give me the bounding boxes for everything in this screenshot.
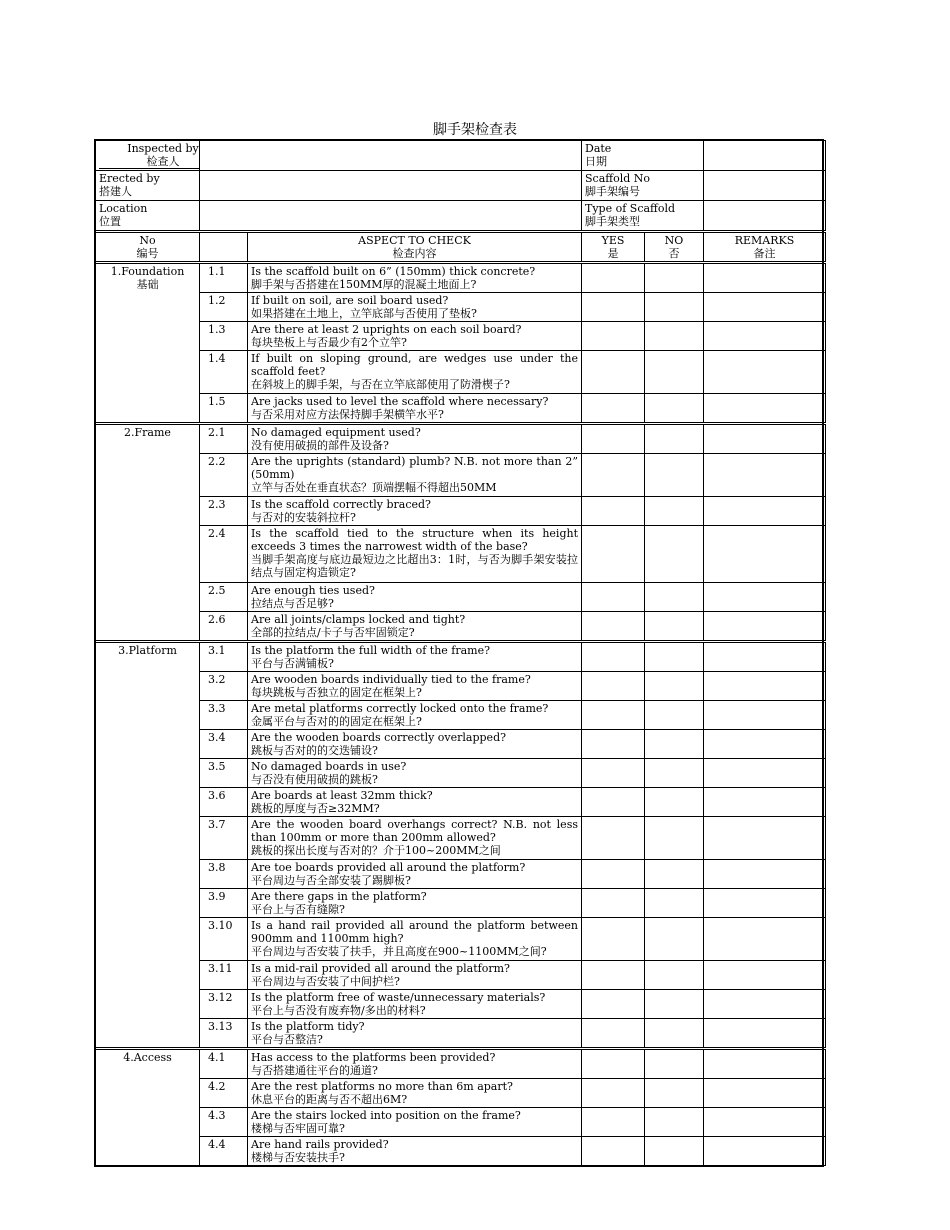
location-field[interactable] bbox=[200, 201, 582, 232]
remarks-cell[interactable] bbox=[704, 701, 826, 730]
inspection-form bbox=[95, 140, 825, 1166]
no-cell[interactable] bbox=[645, 424, 704, 454]
item-question bbox=[248, 918, 582, 961]
remarks-cell[interactable] bbox=[704, 759, 826, 788]
item-question bbox=[248, 990, 582, 1019]
no-cell[interactable] bbox=[645, 394, 704, 424]
item-number: 3.10 bbox=[200, 918, 248, 961]
yes-cell[interactable] bbox=[582, 817, 645, 860]
yes-cell[interactable] bbox=[582, 612, 645, 642]
item-number: 3.8 bbox=[200, 860, 248, 889]
scaffold-no-label: Scaffold No 脚手架编号 bbox=[582, 171, 704, 201]
checklist-row bbox=[96, 424, 826, 454]
item-question bbox=[248, 322, 582, 351]
yes-cell[interactable] bbox=[582, 1137, 645, 1166]
item-question bbox=[248, 424, 582, 454]
date-label: Date 日期 bbox=[582, 141, 704, 171]
section-name-zh: 基础 bbox=[136, 278, 159, 291]
checklist-row bbox=[96, 642, 826, 672]
remarks-cell[interactable] bbox=[704, 351, 826, 394]
remarks-cell[interactable] bbox=[704, 454, 826, 497]
checklist-row bbox=[96, 351, 826, 394]
question-zh: 在斜坡上的脚手架，与否在立竿底部使用了防滑楔子? bbox=[251, 378, 510, 391]
remarks-cell[interactable] bbox=[704, 918, 826, 961]
yes-cell[interactable] bbox=[582, 1019, 645, 1049]
no-cell[interactable] bbox=[645, 322, 704, 351]
yes-cell[interactable] bbox=[582, 730, 645, 759]
no-cell[interactable] bbox=[645, 526, 704, 583]
question-zh: 拉结点与否足够? bbox=[251, 597, 334, 610]
no-cell[interactable] bbox=[645, 1108, 704, 1137]
remarks-cell[interactable] bbox=[704, 394, 826, 424]
item-number: 2.2 bbox=[200, 454, 248, 497]
no-cell[interactable] bbox=[645, 1137, 704, 1166]
checklist-row bbox=[96, 1108, 826, 1137]
checklist-row bbox=[96, 1049, 826, 1079]
location-label: Location 位置 bbox=[96, 201, 200, 232]
no-cell[interactable] bbox=[645, 1049, 704, 1079]
question-en: No damaged boards in use? bbox=[251, 760, 407, 773]
type-of-scaffold-field[interactable] bbox=[704, 201, 826, 232]
item-question bbox=[248, 889, 582, 918]
item-question bbox=[248, 730, 582, 759]
item-number: 4.4 bbox=[200, 1137, 248, 1166]
col-no-answer: NO 否 bbox=[645, 232, 704, 263]
item-number: 2.5 bbox=[200, 583, 248, 612]
checklist-row bbox=[96, 263, 826, 293]
question-zh: 平台周边与否安装了中间护栏? bbox=[251, 975, 400, 988]
question-en: Are there at least 2 uprights on each soil board? bbox=[251, 323, 522, 336]
yes-cell[interactable] bbox=[582, 263, 645, 293]
checklist-row bbox=[96, 1019, 826, 1049]
question-en: Are enough ties used? bbox=[251, 584, 375, 597]
question-en: Are toe boards provided all around the platform? bbox=[251, 861, 526, 874]
yes-cell[interactable] bbox=[582, 497, 645, 526]
no-cell[interactable] bbox=[645, 612, 704, 642]
item-question bbox=[248, 642, 582, 672]
question-zh: 脚手架与否搭建在150MM厚的混凝土地面上? bbox=[251, 278, 477, 291]
item-question bbox=[248, 672, 582, 701]
erected-by-label: Erected by 搭建人 bbox=[96, 171, 200, 201]
item-question bbox=[248, 1019, 582, 1049]
remarks-cell[interactable] bbox=[704, 526, 826, 583]
remarks-cell[interactable] bbox=[704, 817, 826, 860]
checklist-row bbox=[96, 672, 826, 701]
no-cell[interactable] bbox=[645, 293, 704, 322]
question-en: Are hand rails provided? bbox=[251, 1138, 389, 1151]
item-question bbox=[248, 961, 582, 990]
item-question bbox=[248, 263, 582, 293]
question-en: Are the rest platforms no more than 6m apart? bbox=[251, 1080, 513, 1093]
no-cell[interactable] bbox=[645, 990, 704, 1019]
item-number: 3.13 bbox=[200, 1019, 248, 1049]
checklist-row bbox=[96, 990, 826, 1019]
item-question bbox=[248, 497, 582, 526]
item-number: 1.2 bbox=[200, 293, 248, 322]
section-label bbox=[96, 1049, 200, 1166]
question-en: Are the wooden board overhangs correct? N.B. not less than 100mm or more than 200mm allowed? bbox=[251, 818, 578, 844]
question-zh: 金属平台与否对的的固定在框架上? bbox=[251, 715, 422, 728]
question-en: Is the platform free of waste/unnecessary materials? bbox=[251, 991, 546, 1004]
header-row-inspected bbox=[96, 141, 826, 171]
yes-cell[interactable] bbox=[582, 1079, 645, 1108]
question-zh: 平台周边与否安装了扶手，并且高度在900~1100MM之间? bbox=[251, 945, 547, 958]
item-question bbox=[248, 701, 582, 730]
checklist-table bbox=[95, 140, 826, 1166]
question-zh: 与否没有使用破损的跳板? bbox=[251, 773, 378, 786]
item-question bbox=[248, 860, 582, 889]
question-zh: 楼梯与否牢固可靠? bbox=[251, 1122, 345, 1135]
question-en: Are boards at least 32mm thick? bbox=[251, 789, 433, 802]
yes-cell[interactable] bbox=[582, 961, 645, 990]
question-zh: 没有使用破损的部件及设备? bbox=[251, 439, 389, 452]
remarks-cell[interactable] bbox=[704, 1079, 826, 1108]
section-name: 4.Access bbox=[123, 1051, 172, 1064]
no-cell[interactable] bbox=[645, 351, 704, 394]
remarks-cell[interactable] bbox=[704, 1108, 826, 1137]
item-question bbox=[248, 351, 582, 394]
question-zh: 楼梯与否安装扶手? bbox=[251, 1151, 345, 1164]
checklist-row bbox=[96, 918, 826, 961]
remarks-cell[interactable] bbox=[704, 1019, 826, 1049]
yes-cell[interactable] bbox=[582, 454, 645, 497]
col-no: No 编号 bbox=[96, 232, 200, 263]
item-number: 3.9 bbox=[200, 889, 248, 918]
question-zh: 平台与否整洁? bbox=[251, 1033, 323, 1046]
form-title: 脚手架检查表 bbox=[433, 122, 517, 138]
item-number: 3.4 bbox=[200, 730, 248, 759]
item-question bbox=[248, 759, 582, 788]
yes-cell[interactable] bbox=[582, 788, 645, 817]
checklist-row bbox=[96, 497, 826, 526]
item-number: 3.2 bbox=[200, 672, 248, 701]
item-number: 3.3 bbox=[200, 701, 248, 730]
remarks-cell[interactable] bbox=[704, 730, 826, 759]
question-zh: 立竿与否处在垂直状态？顶端摆幅不得超出50MM bbox=[251, 481, 497, 494]
item-question bbox=[248, 1049, 582, 1079]
erected-by-field[interactable] bbox=[200, 171, 582, 201]
checklist-row bbox=[96, 293, 826, 322]
question-zh: 每块垫板上与否最少有2个立竿? bbox=[251, 336, 407, 349]
checklist-row bbox=[96, 394, 826, 424]
item-number: 3.1 bbox=[200, 642, 248, 672]
item-number: 1.3 bbox=[200, 322, 248, 351]
column-header-row bbox=[96, 232, 826, 263]
item-number: 1.5 bbox=[200, 394, 248, 424]
yes-cell[interactable] bbox=[582, 889, 645, 918]
inspected-by-label: Inspected by 检查人 bbox=[96, 141, 200, 171]
remarks-cell[interactable] bbox=[704, 263, 826, 293]
yes-cell[interactable] bbox=[582, 759, 645, 788]
checklist-row bbox=[96, 817, 826, 860]
date-field[interactable] bbox=[704, 141, 826, 171]
yes-cell[interactable] bbox=[582, 1049, 645, 1079]
checklist-row bbox=[96, 1137, 826, 1166]
item-number: 4.3 bbox=[200, 1108, 248, 1137]
item-question bbox=[248, 1137, 582, 1166]
remarks-cell[interactable] bbox=[704, 860, 826, 889]
question-zh: 跳板与否对的的交迭铺设? bbox=[251, 744, 378, 757]
remarks-cell[interactable] bbox=[704, 642, 826, 672]
no-cell[interactable] bbox=[645, 860, 704, 889]
yes-cell[interactable] bbox=[582, 322, 645, 351]
remarks-cell[interactable] bbox=[704, 1137, 826, 1166]
item-number: 3.7 bbox=[200, 817, 248, 860]
scaffold-no-field[interactable] bbox=[704, 171, 826, 201]
checklist-row bbox=[96, 454, 826, 497]
section-label bbox=[96, 424, 200, 642]
yes-cell[interactable] bbox=[582, 1108, 645, 1137]
remarks-cell[interactable] bbox=[704, 424, 826, 454]
question-en: Is the scaffold built on 6” (150mm) thick concrete? bbox=[251, 265, 536, 278]
item-question bbox=[248, 612, 582, 642]
no-cell[interactable] bbox=[645, 583, 704, 612]
yes-cell[interactable] bbox=[582, 526, 645, 583]
question-en: Is the scaffold correctly braced? bbox=[251, 498, 431, 511]
question-en: Are there gaps in the platform? bbox=[251, 890, 427, 903]
col-aspect: ASPECT TO CHECK 检查内容 bbox=[248, 232, 582, 263]
question-en: Is a hand rail provided all around the platform between 900mm and 1100mm high? bbox=[251, 919, 578, 945]
item-number: 3.6 bbox=[200, 788, 248, 817]
question-zh: 全部的拉结点/卡子与否牢固锁定? bbox=[251, 626, 415, 639]
item-question bbox=[248, 1079, 582, 1108]
question-zh: 每块跳板与否独立的固定在框架上? bbox=[251, 686, 422, 699]
checklist-row bbox=[96, 701, 826, 730]
remarks-cell[interactable] bbox=[704, 497, 826, 526]
question-zh: 如果搭建在土地上，立竿底部与否使用了垫板? bbox=[251, 307, 477, 320]
no-cell[interactable] bbox=[645, 788, 704, 817]
item-number: 2.4 bbox=[200, 526, 248, 583]
item-number: 3.5 bbox=[200, 759, 248, 788]
yes-cell[interactable] bbox=[582, 672, 645, 701]
question-en: Has access to the platforms been provided? bbox=[251, 1051, 496, 1064]
yes-cell[interactable] bbox=[582, 293, 645, 322]
checklist-row bbox=[96, 526, 826, 583]
item-question bbox=[248, 293, 582, 322]
item-question bbox=[248, 788, 582, 817]
question-zh: 当脚手架高度与底边最短边之比超出3：1时，与否为脚手架安装拉结点与固定构造锁定? bbox=[251, 553, 578, 579]
section-label bbox=[96, 642, 200, 1049]
checklist-row bbox=[96, 583, 826, 612]
question-en: Are all joints/clamps locked and tight? bbox=[251, 613, 466, 626]
item-question bbox=[248, 817, 582, 860]
item-number: 2.6 bbox=[200, 612, 248, 642]
remarks-cell[interactable] bbox=[704, 990, 826, 1019]
yes-cell[interactable] bbox=[582, 918, 645, 961]
no-cell[interactable] bbox=[645, 817, 704, 860]
section-name: 2.Frame bbox=[124, 426, 171, 439]
item-number: 3.11 bbox=[200, 961, 248, 990]
question-zh: 休息平台的距离与否不超出6M? bbox=[251, 1093, 408, 1106]
no-cell[interactable] bbox=[645, 642, 704, 672]
question-zh: 与否对的安装斜拉杆? bbox=[251, 511, 356, 524]
yes-cell[interactable] bbox=[582, 351, 645, 394]
no-cell[interactable] bbox=[645, 1019, 704, 1049]
no-cell[interactable] bbox=[645, 759, 704, 788]
item-number: 3.12 bbox=[200, 990, 248, 1019]
question-zh: 与否采用对应方法保持脚手架横竿水平? bbox=[251, 408, 444, 421]
question-zh: 与否搭建通往平台的通道? bbox=[251, 1064, 378, 1077]
item-question bbox=[248, 526, 582, 583]
yes-cell[interactable] bbox=[582, 701, 645, 730]
remarks-cell[interactable] bbox=[704, 788, 826, 817]
question-en: Are metal platforms correctly locked onto the frame? bbox=[251, 702, 549, 715]
question-en: Is the scaffold tied to the structure when its height exceeds 3 times the narrowest width of the base? bbox=[251, 527, 578, 553]
question-en: Are jacks used to level the scaffold where necessary? bbox=[251, 395, 549, 408]
item-number: 1.4 bbox=[200, 351, 248, 394]
yes-cell[interactable] bbox=[582, 990, 645, 1019]
checklist-row bbox=[96, 730, 826, 759]
header-row-erected bbox=[96, 171, 826, 201]
no-cell[interactable] bbox=[645, 701, 704, 730]
question-zh: 跳板的探出长度与否对的？介于100~200MM之间 bbox=[251, 844, 501, 857]
header-row-location bbox=[96, 201, 826, 232]
no-cell[interactable] bbox=[645, 263, 704, 293]
question-en: Is the platform the full width of the frame? bbox=[251, 644, 491, 657]
remarks-cell[interactable] bbox=[704, 889, 826, 918]
no-cell[interactable] bbox=[645, 730, 704, 759]
checklist-row bbox=[96, 1079, 826, 1108]
checklist-row bbox=[96, 759, 826, 788]
item-number: 4.1 bbox=[200, 1049, 248, 1079]
col-remarks: REMARKS 备注 bbox=[704, 232, 826, 263]
checklist-row bbox=[96, 788, 826, 817]
checklist-row bbox=[96, 961, 826, 990]
question-en: Is a mid-rail provided all around the platform? bbox=[251, 962, 510, 975]
question-en: No damaged equipment used? bbox=[251, 426, 421, 439]
no-cell[interactable] bbox=[645, 454, 704, 497]
no-cell[interactable] bbox=[645, 961, 704, 990]
item-question bbox=[248, 583, 582, 612]
no-cell[interactable] bbox=[645, 918, 704, 961]
col-subno bbox=[200, 232, 248, 263]
item-number: 1.1 bbox=[200, 263, 248, 293]
question-zh: 平台与否满铺板? bbox=[251, 657, 334, 670]
question-zh: 平台上与否没有废弃物/多出的材料? bbox=[251, 1004, 426, 1017]
yes-cell[interactable] bbox=[582, 424, 645, 454]
question-en: If built on soil, are soil board used? bbox=[251, 294, 449, 307]
question-en: Are wooden boards individually tied to the frame? bbox=[251, 673, 531, 686]
section-label bbox=[96, 263, 200, 424]
question-zh: 跳板的厚度与否≥32MM? bbox=[251, 802, 380, 815]
no-cell[interactable] bbox=[645, 497, 704, 526]
remarks-cell[interactable] bbox=[704, 322, 826, 351]
section-name: 3.Platform bbox=[118, 644, 177, 657]
remarks-cell[interactable] bbox=[704, 293, 826, 322]
checklist-row bbox=[96, 889, 826, 918]
item-question bbox=[248, 454, 582, 497]
yes-cell[interactable] bbox=[582, 642, 645, 672]
checklist-row bbox=[96, 322, 826, 351]
col-yes: YES 是 bbox=[582, 232, 645, 263]
remarks-cell[interactable] bbox=[704, 583, 826, 612]
checklist-row bbox=[96, 612, 826, 642]
yes-cell[interactable] bbox=[582, 583, 645, 612]
item-question bbox=[248, 1108, 582, 1137]
section-name: 1.Foundation bbox=[110, 265, 185, 278]
remarks-cell[interactable] bbox=[704, 612, 826, 642]
remarks-cell[interactable] bbox=[704, 1049, 826, 1079]
question-en: If built on sloping ground, are wedges use under the scaffold feet? bbox=[251, 352, 578, 378]
question-en: Are the uprights (standard) plumb? N.B. not more than 2” (50mm) bbox=[251, 455, 578, 481]
question-en: Is the platform tidy? bbox=[251, 1020, 365, 1033]
yes-cell[interactable] bbox=[582, 860, 645, 889]
item-question bbox=[248, 394, 582, 424]
yes-cell[interactable] bbox=[582, 394, 645, 424]
inspected-by-field[interactable] bbox=[200, 141, 582, 171]
question-en: Are the stairs locked into position on the frame? bbox=[251, 1109, 521, 1122]
question-en: Are the wooden boards correctly overlapped? bbox=[251, 731, 507, 744]
type-of-scaffold-label: Type of Scaffold 脚手架类型 bbox=[582, 201, 704, 232]
item-number: 2.3 bbox=[200, 497, 248, 526]
question-zh: 平台上与否有缝隙? bbox=[251, 903, 345, 916]
no-cell[interactable] bbox=[645, 1079, 704, 1108]
item-number: 2.1 bbox=[200, 424, 248, 454]
no-cell[interactable] bbox=[645, 889, 704, 918]
remarks-cell[interactable] bbox=[704, 961, 826, 990]
remarks-cell[interactable] bbox=[704, 672, 826, 701]
no-cell[interactable] bbox=[645, 672, 704, 701]
item-number: 4.2 bbox=[200, 1079, 248, 1108]
checklist-row bbox=[96, 860, 826, 889]
question-zh: 平台周边与否全部安装了踢脚板? bbox=[251, 874, 411, 887]
